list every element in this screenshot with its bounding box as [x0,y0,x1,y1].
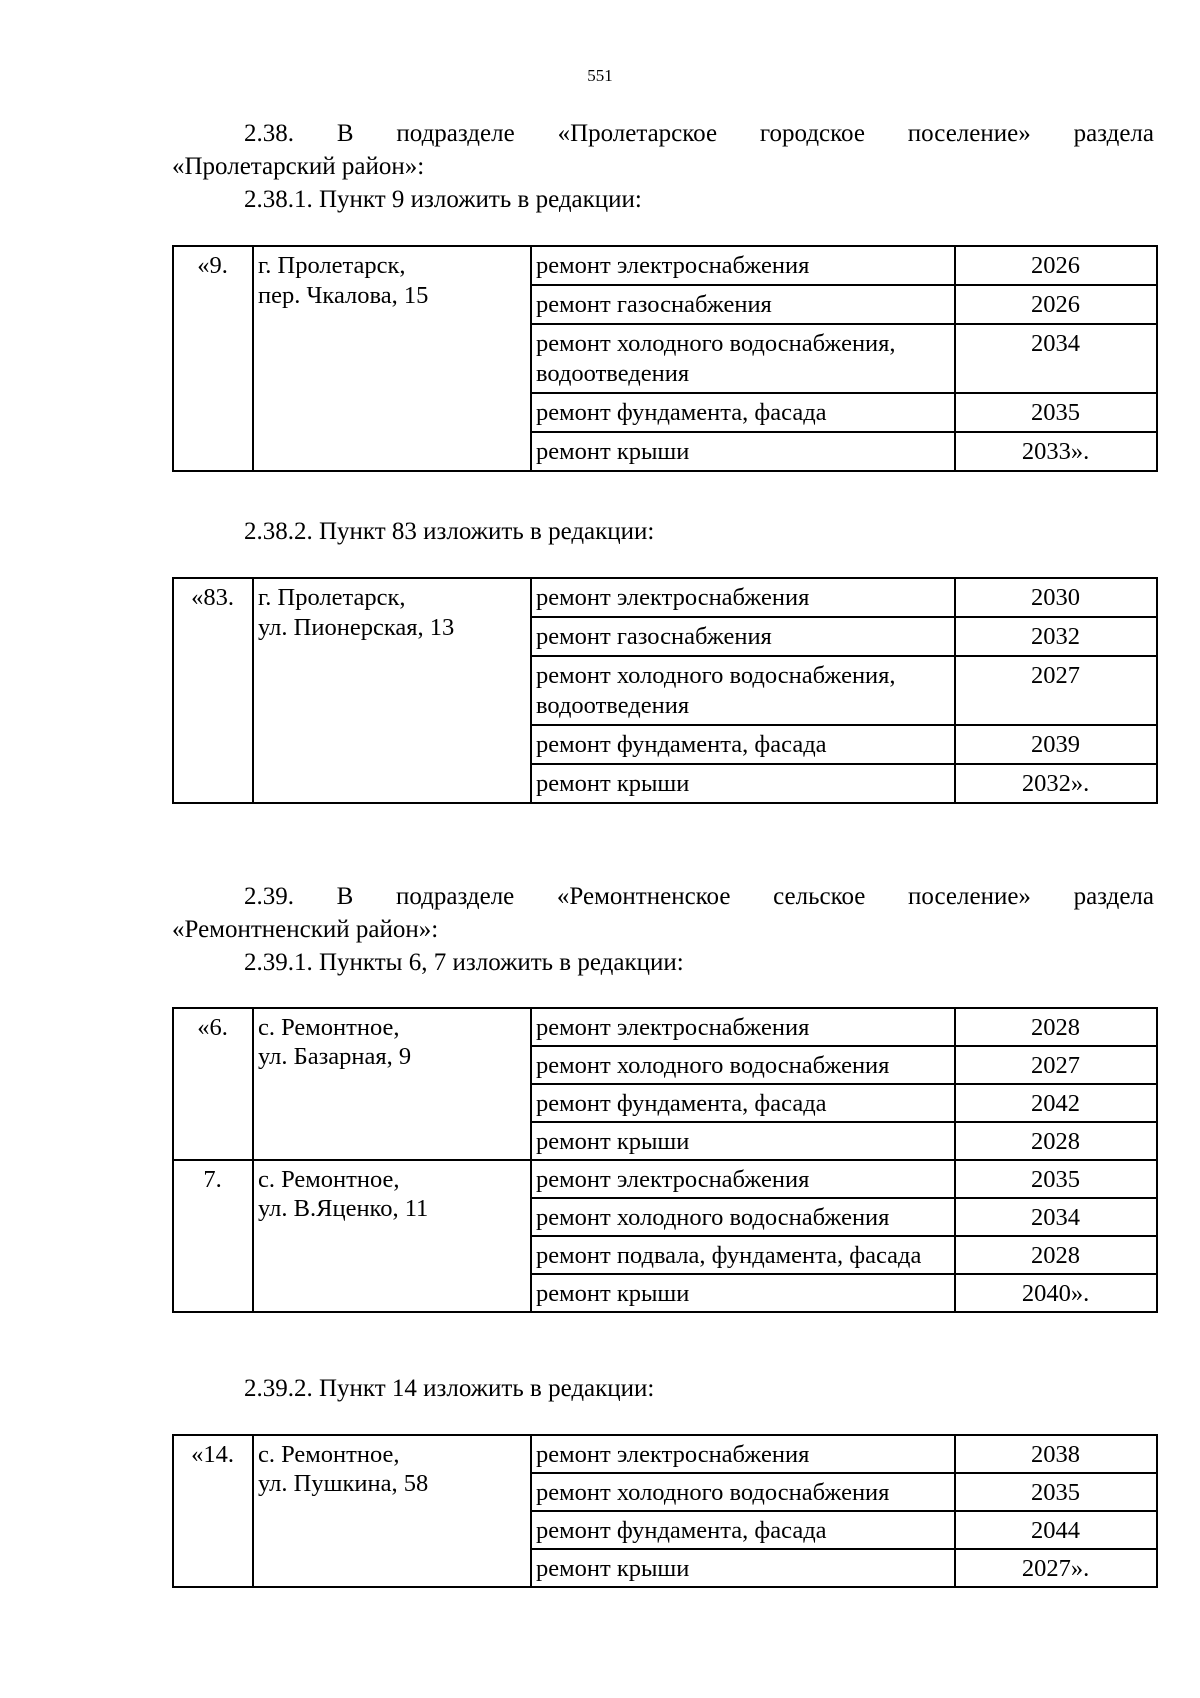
work-year: 2039 [955,725,1157,764]
table-row [173,1435,1157,1473]
item-number: «14. [173,1435,253,1587]
item-number: 7. [173,1160,253,1312]
work-year: 2044 [955,1511,1157,1549]
work-type: ремонт крыши [531,1122,955,1160]
work-year: 2034 [955,324,1157,393]
address-line-2: ул. Пионерская, 13 [258,614,455,641]
work-type: ремонт холодного водоснабжения [531,1046,955,1084]
address-line-1: с. Ремонтное, [258,1014,400,1041]
address-line-1: с. Ремонтное, [258,1441,400,1468]
work-year: 2027 [955,656,1157,725]
item-number: «6. [173,1008,253,1160]
work-year: 2028 [955,1008,1157,1046]
item-address [253,578,531,803]
work-year: 2032 [955,617,1157,656]
item-number: «83. [173,578,253,803]
work-year: 2026 [955,246,1157,285]
work-year: 2038 [955,1435,1157,1473]
table-punkt-9 [172,245,1158,472]
work-year: 2034 [955,1198,1157,1236]
work-year: 2035 [955,1160,1157,1198]
work-type: ремонт фундамента, фасада [531,393,955,432]
table-row [173,1160,1157,1198]
work-type: ремонт электроснабжения [531,1008,955,1046]
section-2-39-line1: 2.39. В подразделе «Ремонтненское сельское поселение» раздела [244,883,1154,910]
work-year: 2032». [955,764,1157,803]
subsection-2-38-2: 2.38.2. Пункт 83 изложить в редакции: [244,518,655,545]
work-year: 2030 [955,578,1157,617]
work-year: 2027». [955,1549,1157,1587]
work-year: 2026 [955,285,1157,324]
work-type: ремонт фундамента, фасада [531,1084,955,1122]
table-row [173,1008,1157,1046]
subsection-2-39-1: 2.39.1. Пункты 6, 7 изложить в редакции: [244,949,684,976]
subsection-2-38-1: 2.38.1. Пункт 9 изложить в редакции: [244,186,642,213]
work-type: ремонт газоснабжения [531,285,955,324]
address-line-2: ул. Пушкина, 58 [258,1470,429,1497]
work-type: ремонт электроснабжения [531,1160,955,1198]
work-type: ремонт холодного водоснабжения [531,1473,955,1511]
work-type: ремонт подвала, фундамента, фасада [531,1236,955,1274]
subsection-2-39-2: 2.39.2. Пункт 14 изложить в редакции: [244,1375,655,1402]
work-type: ремонт холодного водоснабжения, водоотведения [531,324,955,393]
work-year: 2035 [955,393,1157,432]
section-2-38-heading [172,117,1154,183]
work-year: 2033». [955,432,1157,471]
address-line-1: г. Пролетарск, [258,252,406,279]
address-line-1: с. Ремонтное, [258,1166,400,1193]
item-address [253,1160,531,1312]
address-line-1: г. Пролетарск, [258,584,406,611]
work-type: ремонт холодного водоснабжения, водоотведения [531,656,955,725]
table-punkt-14 [172,1434,1158,1588]
section-2-38-line2: «Пролетарский район»: [172,153,425,180]
item-address [253,246,531,471]
table-punkt-83 [172,577,1158,804]
section-2-38-line1: 2.38. В подразделе «Пролетарское городское поселение» раздела [244,120,1154,147]
item-address [253,1435,531,1587]
table-row [173,578,1157,617]
work-type: ремонт электроснабжения [531,1435,955,1473]
section-2-39-heading [172,880,1154,946]
work-year: 2035 [955,1473,1157,1511]
work-year: 2027 [955,1046,1157,1084]
item-address [253,1008,531,1160]
address-line-2: ул. Базарная, 9 [258,1043,412,1070]
address-line-2: ул. В.Яценко, 11 [258,1195,429,1222]
table-punkty-6-7 [172,1007,1158,1313]
table-row [173,246,1157,285]
work-year: 2042 [955,1084,1157,1122]
work-year: 2028 [955,1236,1157,1274]
work-type: ремонт крыши [531,432,955,471]
work-type: ремонт крыши [531,1549,955,1587]
address-line-2: пер. Чкалова, 15 [258,282,429,309]
work-type: ремонт фундамента, фасада [531,725,955,764]
work-type: ремонт электроснабжения [531,578,955,617]
work-type: ремонт газоснабжения [531,617,955,656]
work-year: 2028 [955,1122,1157,1160]
section-2-39-line2: «Ремонтненский район»: [172,916,439,943]
work-type: ремонт электроснабжения [531,246,955,285]
work-type: ремонт холодного водоснабжения [531,1198,955,1236]
work-type: ремонт крыши [531,764,955,803]
work-type: ремонт крыши [531,1274,955,1312]
work-type: ремонт фундамента, фасада [531,1511,955,1549]
work-year: 2040». [955,1274,1157,1312]
page-number: 551 [587,66,613,85]
item-number: «9. [173,246,253,471]
